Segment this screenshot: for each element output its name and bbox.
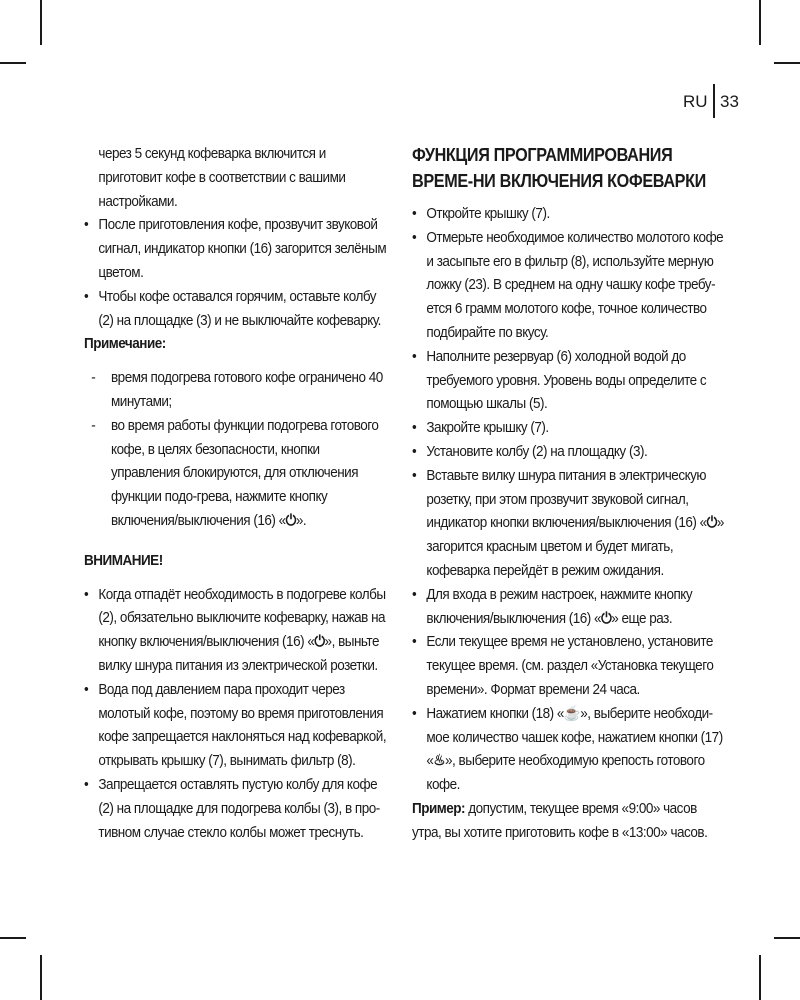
- step-set-time: • Если текущее время не установлено, установите текущее время. (см. раздел «Установка текущего времени». Формат времени 24 часа.: [412, 630, 727, 701]
- note-item-timeout: - время подогрева готового кофе ограничено 40 минутами;: [84, 366, 390, 414]
- step-settings-mode: • Для входа в режим настроек, нажмите кнопку включения/выключения (16) «⏻» еще раз.: [412, 583, 727, 631]
- continuation-paragraph: через 5 секунд кофеварка включится и приготовит кофе в соответствии с вашими настройками.: [98, 145, 346, 210]
- language-label: RU: [683, 92, 708, 111]
- crop-mark-top-left-v: [40, 0, 42, 45]
- warning-item-steam: • Вода под давлением пара проходит через молотый кофе, поэтому во время приготовления кофе запрещается наклоняться над кофеваркой, открывать крышку (7), вынимать фильтр (8).: [84, 678, 390, 773]
- crop-mark-bottom-left-h: [0, 937, 26, 939]
- strength-icon: ♨: [433, 752, 446, 770]
- bullet-keep-hot: • Чтобы кофе оставался горячим, оставьте колбу (2) на площадке (3) и не выключайте кофеварку.: [84, 285, 390, 333]
- warning-item-empty-flask: • Запрещается оставлять пустую колбу для кофе (2) на площадке для подогрева колбы (3), в про-тивном случае стекло колбы может треснуть.: [84, 773, 390, 844]
- power-icon: ⏻: [314, 633, 325, 651]
- step-measure-coffee: • Отмерьте необходимое количество молотого кофе и засыпьте его в фильтр (8), используйте мерную ложку (23). В среднем на одну чашку кофе требу-ется 6 грамм молотого кофе, точное количество подбирайте по вкусу.: [412, 226, 727, 345]
- step-close-lid: • Закройте крышку (7).: [412, 416, 727, 440]
- warning-item-switch-off: • Когда отпадёт необходимость в подогреве колбы (2), обязательно выключите кофеварку, нажав на кнопку включения/выключения (16) «⏻», выньте вилку шнура питания из электрической розетки.: [84, 583, 390, 678]
- note-label: Примечание:: [84, 335, 166, 353]
- example-label: Пример:: [412, 799, 466, 817]
- crop-mark-bottom-right-v: [759, 955, 761, 1000]
- power-icon: ⏻: [706, 514, 717, 532]
- step-place-flask: • Установите колбу (2) на площадку (3).: [412, 440, 727, 464]
- cups-icon: ☕: [563, 704, 581, 722]
- section-heading: ФУНКЦИЯ ПРОГРАММИРОВАНИЯ ВРЕМЕ-НИ ВКЛЮЧЕНИЯ КОФЕВАРКИ: [412, 145, 706, 191]
- crop-mark-bottom-right-h: [774, 937, 800, 939]
- bullet-signal: • После приготовления кофе, прозвучит звуковой сигнал, индикатор кнопки (16) загорится зелёным цветом.: [84, 213, 390, 284]
- step-open-lid: • Откройте крышку (7).: [412, 202, 727, 226]
- example-paragraph: Пример: допустим, текущее время «9:00» часов утра, вы хотите приготовить кофе в «13:00» часов.: [412, 799, 708, 841]
- warning-label: ВНИМАНИЕ!: [84, 551, 163, 569]
- power-icon: ⏻: [285, 511, 296, 529]
- step-select-cups-strength: • Нажатием кнопки (18) «☕», выберите необходи-мое количество чашек кофе, нажатием кнопки (17) «♨», выберите необходимую крепость готового кофе.: [412, 702, 727, 797]
- page-number: 33: [720, 92, 739, 111]
- note-item-lock: - во время работы функции подогрева готового кофе, в целях безопасности, кнопки управления блокируются, для отключения функции подо-грева, нажмите кнопку включения/выключения (16) «⏻».: [84, 414, 390, 533]
- power-icon: ⏻: [601, 609, 612, 627]
- crop-mark-top-left-h: [0, 62, 26, 64]
- header-separator: [713, 84, 715, 118]
- crop-mark-top-right-v: [759, 0, 761, 45]
- step-fill-water: • Наполните резервуар (6) холодной водой до требуемого уровня. Уровень воды определите с помощью шкалы (5).: [412, 345, 727, 416]
- left-column: [84, 142, 390, 844]
- step-plug-in: • Вставьте вилку шнура питания в электрическую розетку, при этом прозвучит звуковой сигнал, индикатор кнопки включения/выключения (16) «⏻» загорится красным цветом и будет мигать, кофеварка перейдёт в режим ожидания.: [412, 464, 727, 583]
- right-column: [412, 142, 727, 845]
- crop-mark-bottom-left-v: [40, 955, 42, 1000]
- crop-mark-top-right-h: [774, 62, 800, 64]
